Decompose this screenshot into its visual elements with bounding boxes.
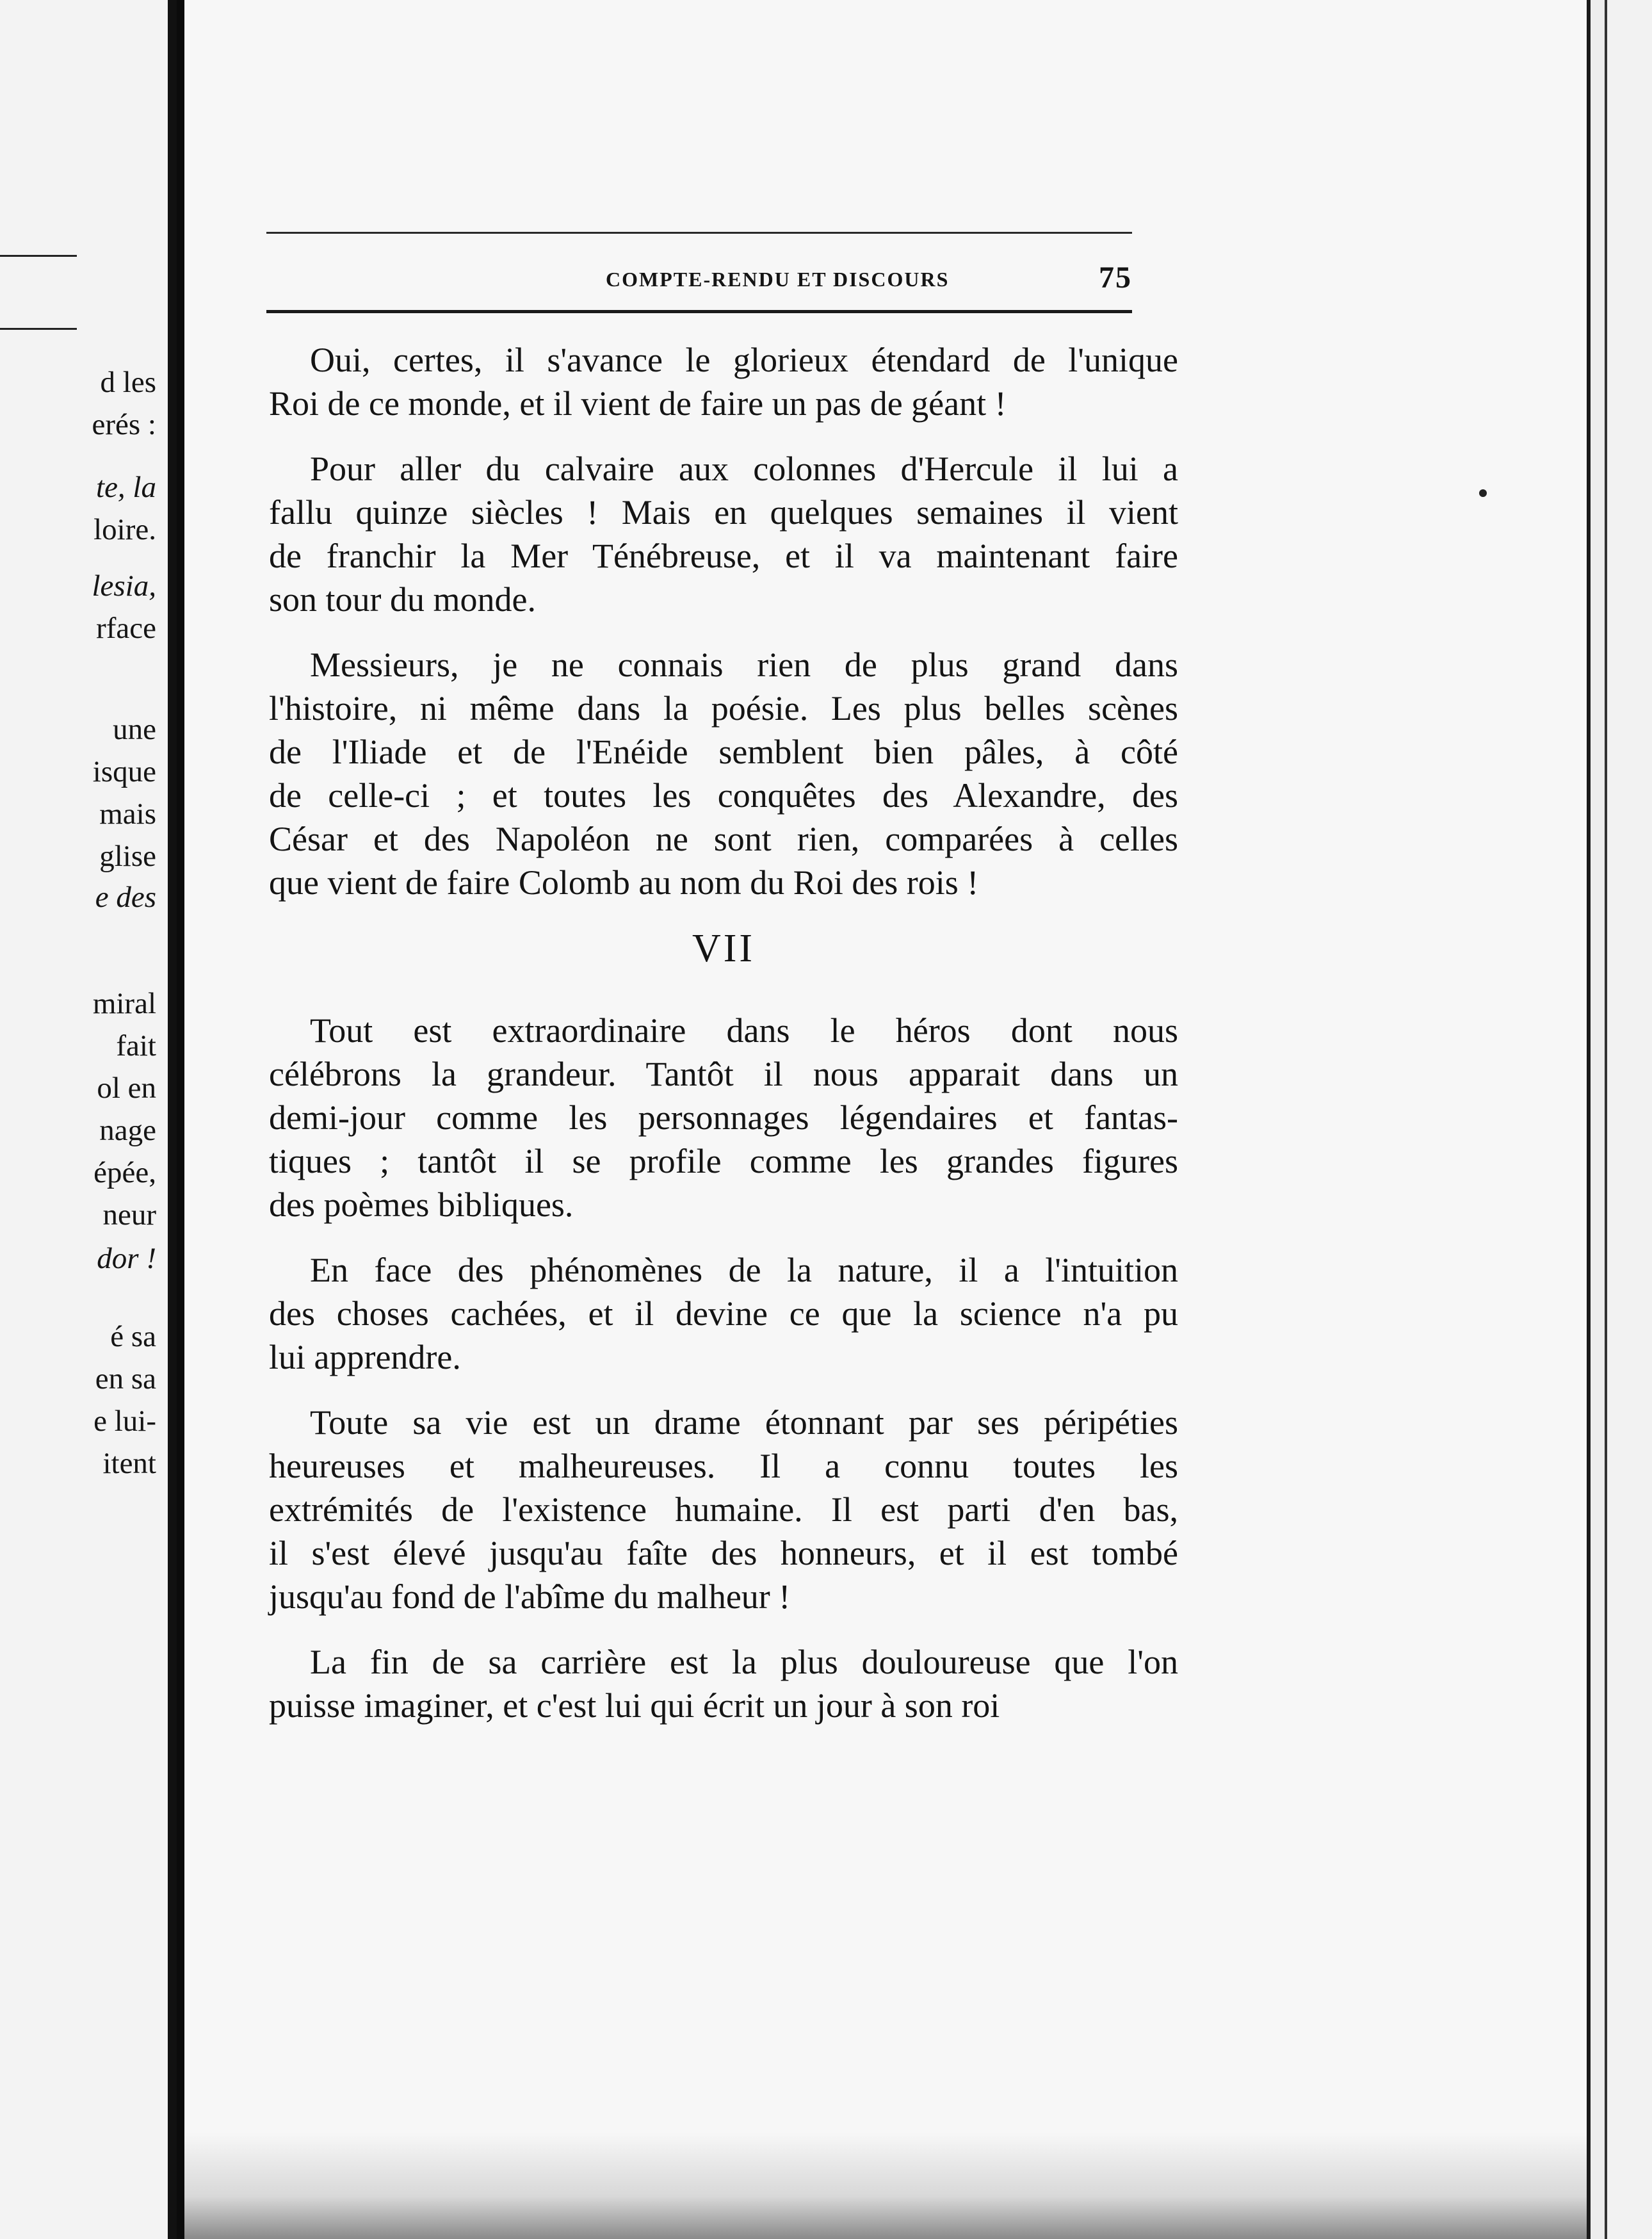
left-fragment-line: erés : bbox=[92, 408, 156, 441]
body-text bbox=[269, 338, 1178, 1749]
left-fragment-line: d les bbox=[100, 366, 156, 399]
left-fragment-line: épée, bbox=[93, 1156, 156, 1189]
paragraph bbox=[269, 1640, 1178, 1727]
text-line: extrémités de l'existence humaine. Il est parti d'en bas, bbox=[269, 1490, 1178, 1529]
left-fragment-line: ol en bbox=[97, 1071, 156, 1105]
left-facing-page bbox=[0, 0, 177, 2239]
paragraph bbox=[269, 447, 1178, 621]
text-line: fallu quinze siècles ! Mais en quelques semaines il vient bbox=[269, 493, 1178, 532]
left-fragment-line: te, la bbox=[96, 471, 156, 504]
left-fragment-line: dor ! bbox=[97, 1242, 156, 1275]
text-line: lui apprendre. bbox=[269, 1338, 461, 1376]
paragraph bbox=[269, 1401, 1178, 1618]
paragraph bbox=[269, 338, 1178, 425]
left-fragment-line: une bbox=[113, 713, 156, 746]
left-fragment-line: itent bbox=[102, 1447, 156, 1480]
left-fragment-line: nage bbox=[99, 1114, 156, 1147]
text-line: l'histoire, ni même dans la poésie. Les plus belles scènes bbox=[269, 689, 1178, 728]
left-fragment-line: en sa bbox=[95, 1362, 156, 1396]
book-page bbox=[184, 0, 1587, 2239]
text-line: de celle-ci ; et toutes les conquêtes des Alexandre, des bbox=[269, 776, 1178, 815]
text-line: puisse imaginer, et c'est lui qui écrit un jour à son roi bbox=[269, 1686, 1000, 1725]
text-line: La fin de sa carrière est la plus douloureuse que l'on bbox=[310, 1643, 1178, 1681]
left-fragment-line: fait bbox=[116, 1029, 156, 1063]
text-line: En face des phénomènes de la nature, il a l'intuition bbox=[310, 1251, 1178, 1289]
text-line: de franchir la Mer Ténébreuse, et il va maintenant faire bbox=[269, 537, 1178, 575]
left-fragment-line: lesia, bbox=[92, 569, 156, 603]
text-line: César et des Napoléon ne sont rien, comparées à celles bbox=[269, 820, 1178, 858]
left-fragment-line: isque bbox=[92, 755, 156, 788]
text-line: célébrons la grandeur. Tantôt il nous apparait dans un bbox=[269, 1055, 1178, 1093]
page-number: 75 bbox=[1099, 261, 1132, 295]
header-rule-top bbox=[266, 232, 1132, 234]
text-line: jusqu'au fond de l'abîme du malheur ! bbox=[269, 1577, 791, 1616]
text-line: Tout est extraordinaire dans le héros dont nous bbox=[310, 1011, 1178, 1050]
text-line: il s'est élevé jusqu'au faîte des honneurs, et il est tombé bbox=[269, 1534, 1178, 1572]
left-fragment-line: neur bbox=[102, 1198, 156, 1232]
text-line: son tour du monde. bbox=[269, 580, 536, 619]
paragraph bbox=[269, 1248, 1178, 1379]
text-line: Roi de ce monde, et il vient de faire un pas de géant ! bbox=[269, 384, 1007, 423]
paragraphs-after-section bbox=[269, 1009, 1178, 1727]
left-fragment-line: mais bbox=[99, 797, 156, 831]
speck-mark bbox=[1479, 489, 1487, 497]
paragraph bbox=[269, 1009, 1178, 1226]
text-line: des poèmes bibliques. bbox=[269, 1185, 574, 1224]
text-line: de l'Iliade et de l'Enéide semblent bien pâles, à côté bbox=[269, 733, 1178, 771]
left-header-rule-bottom bbox=[0, 328, 77, 330]
text-line: Messieurs, je ne connais rien de plus grand dans bbox=[310, 646, 1178, 684]
text-line: des choses cachées, et il devine ce que la science n'a pu bbox=[269, 1294, 1178, 1333]
text-line: demi-jour comme les personnages légendaires et fantas- bbox=[269, 1098, 1178, 1137]
text-line: Oui, certes, il s'avance le glorieux étendard de l'unique bbox=[310, 341, 1178, 379]
running-title: COMPTE-RENDU ET DISCOURS bbox=[606, 268, 950, 291]
left-fragment-line: é sa bbox=[110, 1320, 156, 1353]
left-fragment-line: e lui- bbox=[93, 1404, 156, 1438]
left-header-rule-top bbox=[0, 255, 77, 257]
text-line: tiques ; tantôt il se profile comme les grandes figures bbox=[269, 1142, 1178, 1180]
header-rule-bottom bbox=[266, 310, 1132, 313]
left-fragment-line: loire. bbox=[93, 513, 156, 546]
section-heading: VII bbox=[692, 927, 756, 970]
text-line: Toute sa vie est un drame étonnant par ses péripéties bbox=[310, 1403, 1178, 1442]
text-line: que vient de faire Colomb au nom du Roi des rois ! bbox=[269, 863, 979, 902]
page-edge bbox=[1587, 0, 1652, 2239]
text-line: Pour aller du calvaire aux colonnes d'Hercule il lui a bbox=[310, 450, 1178, 488]
left-fragment-line: miral bbox=[92, 987, 156, 1020]
left-fragment-line: glise bbox=[99, 840, 156, 873]
page-bottom-shadow bbox=[184, 2133, 1587, 2239]
left-fragment-line: rface bbox=[96, 612, 156, 645]
text-line: heureuses et malheureuses. Il a connu toutes les bbox=[269, 1447, 1178, 1485]
left-fragment-line: e des bbox=[95, 881, 156, 914]
paragraphs-before-section bbox=[269, 338, 1178, 904]
paragraph bbox=[269, 643, 1178, 904]
